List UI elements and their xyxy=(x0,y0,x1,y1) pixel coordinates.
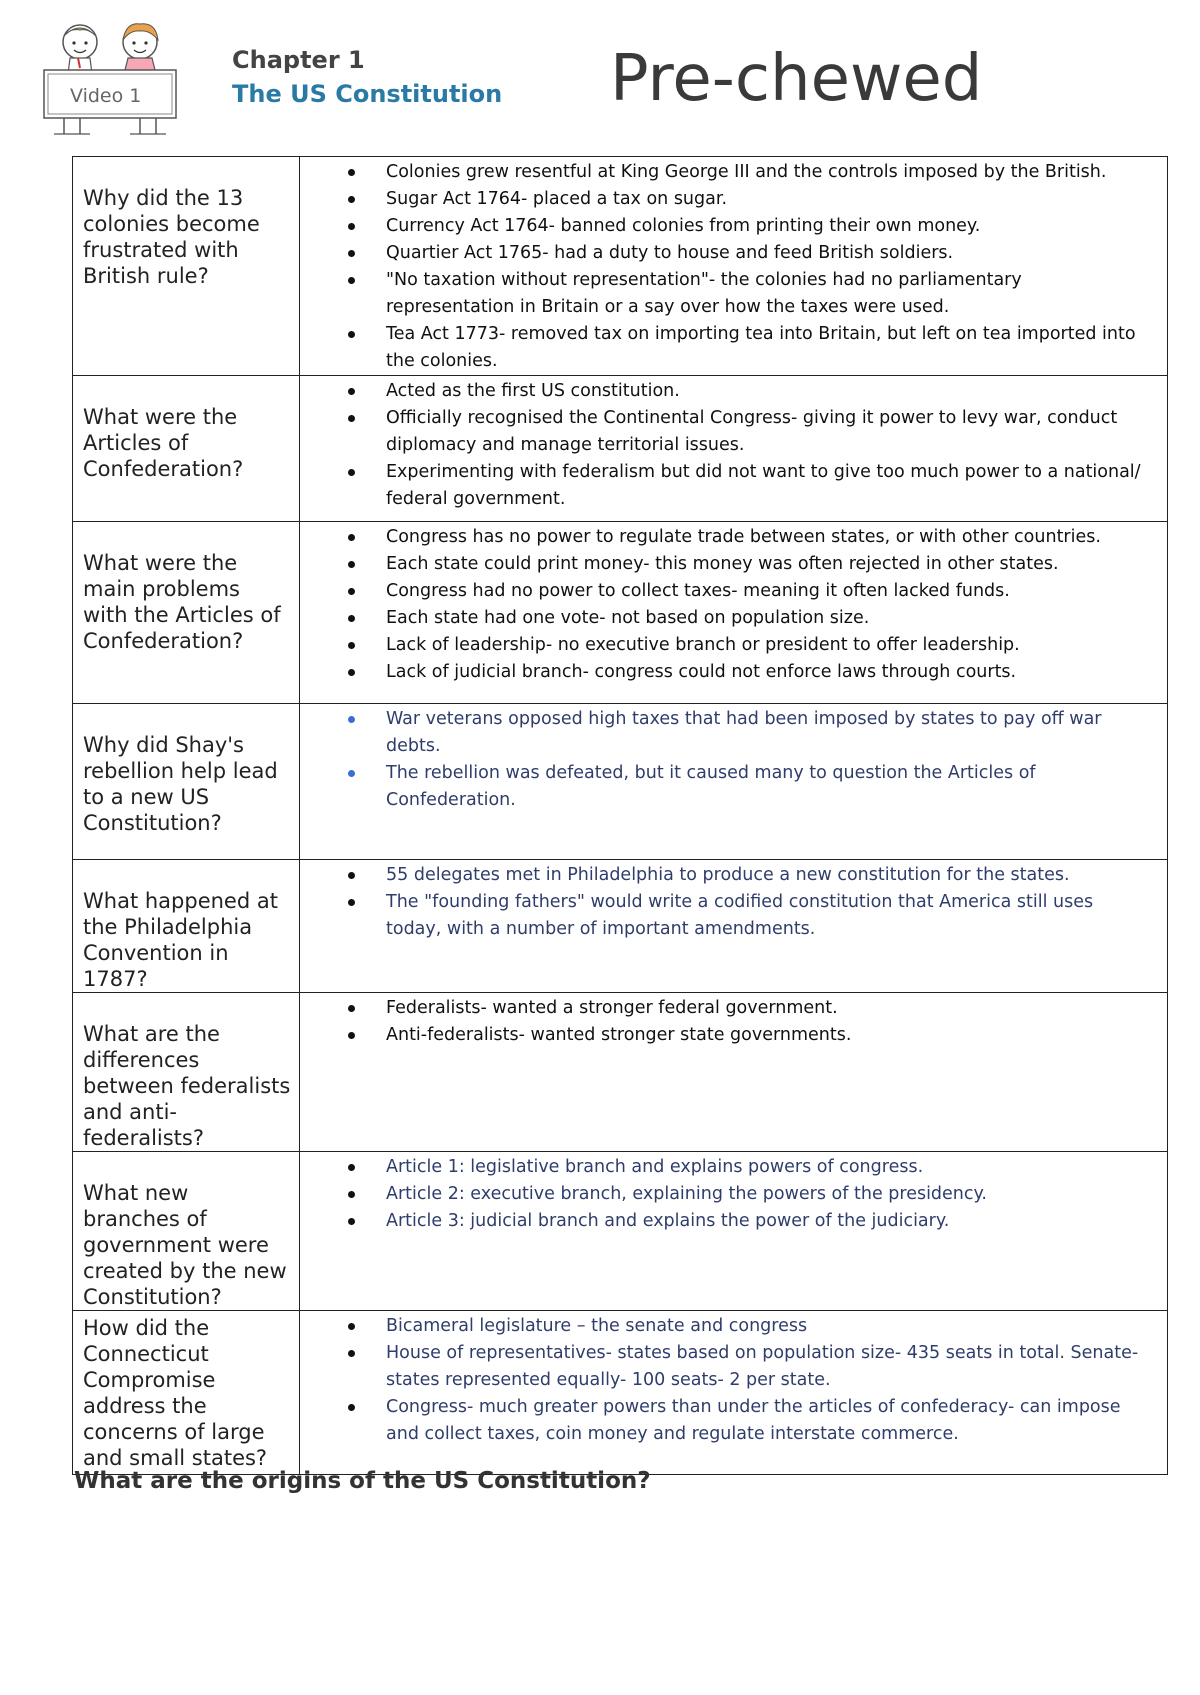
answer-list xyxy=(312,378,1149,513)
table-row xyxy=(73,1152,1168,1311)
list-item: Article 2: executive branch, explaining the powers of the presidency. xyxy=(312,1181,1149,1208)
list-item: Anti-federalists- wanted stronger state governments. xyxy=(312,1022,1149,1049)
chapter-subtitle: The US Constitution xyxy=(232,80,503,108)
list-item: Congress has no power to regulate trade between states, or with other countries. xyxy=(312,524,1149,551)
list-item: The "founding fathers" would write a codified constitution that America still uses today, with a number of important amendments. xyxy=(312,889,1149,943)
table-row xyxy=(73,522,1168,704)
list-item: War veterans opposed high taxes that had been imposed by states to pay off war debts. xyxy=(312,706,1149,760)
table-row xyxy=(73,704,1168,860)
question-cell: What were the Articles of Confederation? xyxy=(73,376,300,522)
logo-label: Video 1 xyxy=(70,85,142,107)
list-item: Lack of leadership- no executive branch or president to offer leadership. xyxy=(312,632,1149,659)
answer-cell xyxy=(300,522,1168,704)
list-item: Article 1: legislative branch and explains powers of congress. xyxy=(312,1154,1149,1181)
list-item: Colonies grew resentful at King George III and the controls imposed by the British. xyxy=(312,159,1149,186)
section-heading: What are the origins of the US Constitution? xyxy=(74,1468,651,1494)
list-item: Officially recognised the Continental Congress- giving it power to levy war, conduct diplomacy and manage territorial issues. xyxy=(312,405,1149,459)
table-row xyxy=(73,860,1168,993)
answer-list xyxy=(312,706,1149,814)
list-item: Lack of judicial branch- congress could not enforce laws through courts. xyxy=(312,659,1149,686)
answer-cell xyxy=(300,993,1168,1152)
answer-list xyxy=(312,995,1149,1049)
answer-list xyxy=(312,524,1149,686)
list-item: Acted as the first US constitution. xyxy=(312,378,1149,405)
list-item: House of representatives- states based on population size- 435 seats in total. Senate- states represented equally- 100 seats- 2 per state. xyxy=(312,1340,1149,1394)
list-item: Quartier Act 1765- had a duty to house and feed British soldiers. xyxy=(312,240,1149,267)
question-cell: How did the Connecticut Compromise address the concerns of large and small states? xyxy=(73,1311,300,1475)
list-item: Article 3: judicial branch and explains the power of the judiciary. xyxy=(312,1208,1149,1235)
list-item: Each state could print money- this money was often rejected in other states. xyxy=(312,551,1149,578)
answer-cell xyxy=(300,376,1168,522)
page-header xyxy=(0,0,1200,150)
chapter-label: Chapter 1 xyxy=(232,46,365,74)
answer-cell xyxy=(300,1311,1168,1475)
question-cell: What were the main problems with the Articles of Confederation? xyxy=(73,522,300,704)
list-item: Tea Act 1773- removed tax on importing tea into Britain, but left on tea imported into the colonies. xyxy=(312,321,1149,375)
question-cell: What new branches of government were created by the new Constitution? xyxy=(73,1152,300,1311)
question-cell: What happened at the Philadelphia Convention in 1787? xyxy=(73,860,300,993)
table-row xyxy=(73,993,1168,1152)
page-title: Pre-chewed xyxy=(610,42,983,116)
table-row xyxy=(73,157,1168,376)
answer-list xyxy=(312,1154,1149,1235)
answer-cell xyxy=(300,860,1168,993)
question-cell: Why did Shay's rebellion help lead to a new US Constitution? xyxy=(73,704,300,860)
list-item: Congress had no power to collect taxes- meaning it often lacked funds. xyxy=(312,578,1149,605)
answer-list xyxy=(312,1313,1149,1448)
list-item: Congress- much greater powers than under the articles of confederacy- can impose and collect taxes, coin money and regulate interstate commerce. xyxy=(312,1394,1149,1448)
table-row xyxy=(73,1311,1168,1475)
list-item: Experimenting with federalism but did not want to give too much power to a national/ federal government. xyxy=(312,459,1149,513)
list-item: "No taxation without representation"- the colonies had no parliamentary representation in Britain or a say over how the taxes were used. xyxy=(312,267,1149,321)
list-item: Federalists- wanted a stronger federal government. xyxy=(312,995,1149,1022)
table-row xyxy=(73,376,1168,522)
list-item: Currency Act 1764- banned colonies from printing their own money. xyxy=(312,213,1149,240)
list-item: 55 delegates met in Philadelphia to produce a new constitution for the states. xyxy=(312,862,1149,889)
list-item: The rebellion was defeated, but it caused many to question the Articles of Confederation. xyxy=(312,760,1149,814)
list-item: Sugar Act 1764- placed a tax on sugar. xyxy=(312,186,1149,213)
qa-table xyxy=(72,156,1168,1475)
question-cell: What are the differences between federalists and anti-federalists? xyxy=(73,993,300,1152)
video-kids-logo-icon xyxy=(40,18,200,140)
answer-list xyxy=(312,159,1149,375)
answer-list xyxy=(312,862,1149,943)
answer-cell xyxy=(300,157,1168,376)
list-item: Bicameral legislature – the senate and congress xyxy=(312,1313,1149,1340)
answer-cell xyxy=(300,1152,1168,1311)
list-item: Each state had one vote- not based on population size. xyxy=(312,605,1149,632)
question-cell: Why did the 13 colonies become frustrated with British rule? xyxy=(73,157,300,376)
answer-cell xyxy=(300,704,1168,860)
